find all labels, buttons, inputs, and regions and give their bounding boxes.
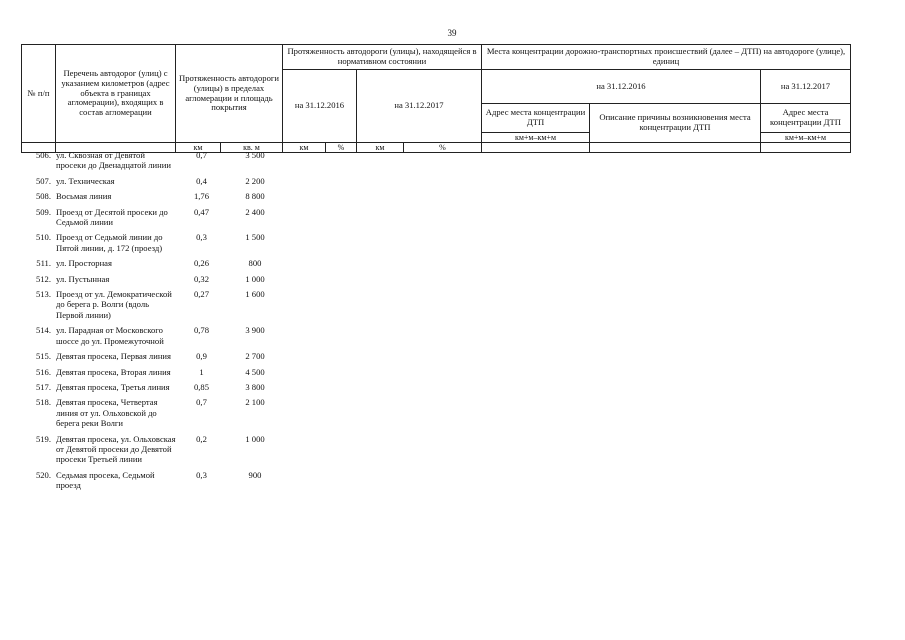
row-length-km: 0,4 <box>196 175 207 186</box>
table-row <box>21 434 301 465</box>
table-row <box>21 289 301 320</box>
row-road-name: ул. Парадная от Московского шоссе до ул. Промежуточной <box>56 325 164 346</box>
row-road-name: ул. Сквозная от Девятой просеки до Двенадцатой линии <box>56 150 171 171</box>
row-number: 507. <box>35 175 51 186</box>
row-length-km: 0,26 <box>193 258 210 269</box>
page-number: 39 <box>447 28 457 38</box>
row-number: 506. <box>35 150 51 160</box>
row-road-name: ул. Просторная <box>56 258 112 269</box>
row-number: 519. <box>35 433 51 444</box>
row-area-sqm: 1 600 <box>245 289 265 300</box>
row-number: 511. <box>36 258 51 269</box>
table-row <box>21 232 301 253</box>
header-unit-km-2016: км <box>283 143 326 153</box>
row-area-sqm: 2 200 <box>245 175 265 186</box>
row-length-km: 0,3 <box>196 232 207 243</box>
row-area-sqm: 2 400 <box>245 206 265 217</box>
row-length-km: 0,7 <box>196 150 207 160</box>
row-area-sqm: 3 500 <box>245 150 265 160</box>
row-number: 516. <box>35 366 51 377</box>
header-group-dtp: Места концентрации дорожно-транспортных происшествий (далее – ДТП) на автодороге (улице), единиц <box>482 45 851 70</box>
header-unit-blank-c <box>761 143 851 153</box>
header-dtp-reason: Описание причины возникновения места концентрации ДТП <box>590 104 761 143</box>
table-row <box>21 274 301 284</box>
header-unit-km-2017: км <box>357 143 404 153</box>
header-col-length: Протяженность автодороги (улицы) в пределах агломерации и площадь покрытия <box>176 45 283 143</box>
table-row <box>21 207 301 228</box>
row-number: 518. <box>35 397 51 408</box>
table-row <box>21 176 301 186</box>
row-length-km: 0,27 <box>193 289 210 300</box>
row-road-name: Девятая просека, Первая линия <box>56 351 171 362</box>
header-unit-sqm: кв. м <box>221 143 283 153</box>
table-row <box>21 382 301 392</box>
row-number: 508. <box>35 191 51 202</box>
row-length-km: 0,9 <box>196 351 207 362</box>
row-area-sqm: 1 000 <box>245 273 265 284</box>
header-col-list: Перечень автодорог (улиц) с указанием километров (адрес объекта в границах агломерации), входящих в состав агломерации <box>56 45 176 143</box>
row-length-km: 0,7 <box>196 397 207 408</box>
header-unit-blank-a <box>482 143 590 153</box>
row-area-sqm: 2 100 <box>245 397 265 408</box>
table-row <box>21 258 301 268</box>
row-road-name: Девятая просека, Третья линия <box>56 381 170 392</box>
row-number: 514. <box>35 325 51 336</box>
header-dtp-2017: на 31.12.2017 <box>761 70 851 104</box>
table-row <box>21 470 301 491</box>
row-length-km: 0,32 <box>193 273 210 284</box>
row-area-sqm: 8 800 <box>245 191 265 202</box>
row-number: 515. <box>35 351 51 362</box>
row-number: 513. <box>35 289 51 300</box>
table-row <box>21 325 301 346</box>
header-unit-blank-b <box>590 143 761 153</box>
header-dtp-address-2017: Адрес места концентрации ДТП <box>761 104 851 133</box>
row-area-sqm: 3 900 <box>245 325 265 336</box>
row-road-name: Проезд от ул. Демократической до берега р. Волги (вдоль Первой линии) <box>56 289 172 320</box>
header-unit-km: км <box>176 143 221 153</box>
row-length-km: 0,47 <box>193 206 210 217</box>
header-unit-pct-2016: % <box>326 143 357 153</box>
row-length-km: 1,76 <box>193 191 210 202</box>
row-number: 512. <box>35 273 51 284</box>
row-area-sqm: 3 800 <box>245 381 265 392</box>
table-header <box>21 44 851 153</box>
row-length-km: 1 <box>199 366 204 377</box>
row-length-km: 0,78 <box>193 325 210 336</box>
row-length-km: 0,3 <box>196 469 207 480</box>
row-number: 510. <box>35 232 51 243</box>
header-dtp-address-2016: Адрес места концентрации ДТП <box>482 104 590 133</box>
row-road-name: Девятая просека, Четвертая линия от ул. Ольховской до берега реки Волги <box>56 397 158 429</box>
table-row <box>21 191 301 201</box>
row-road-name: Седьмая просека, Седьмой проезд <box>56 469 155 491</box>
header-unit-pct-2017: % <box>404 143 482 153</box>
row-road-name: Восьмая линия <box>56 191 112 202</box>
table-row <box>21 351 301 361</box>
header-normative-2016: на 31.12.2016 <box>283 70 357 143</box>
row-area-sqm: 900 <box>248 469 262 480</box>
row-road-name: Проезд от Десятой просеки до Седьмой линии <box>56 206 168 228</box>
table-row <box>21 397 301 428</box>
header-normative-2017: на 31.12.2017 <box>357 70 482 143</box>
row-area-sqm: 1 000 <box>245 433 265 444</box>
table-row <box>21 367 301 377</box>
row-road-name: ул. Пустынная <box>56 273 110 284</box>
row-road-name: ул. Техническая <box>56 175 115 186</box>
row-road-name: Девятая просека, Вторая линия <box>56 366 171 377</box>
row-area-sqm: 800 <box>248 258 262 269</box>
row-road-name: Проезд от Седьмой линии до Пятой линии, д. 172 (проезд) <box>56 232 163 253</box>
row-number: 509. <box>35 206 51 217</box>
row-area-sqm: 4 500 <box>245 366 265 377</box>
header-group-normative: Протяженность автодороги (улицы), находящейся в нормативном состоянии <box>283 45 482 70</box>
header-col-num: № п/п <box>22 45 56 143</box>
row-length-km: 0,2 <box>196 433 207 444</box>
row-area-sqm: 1 500 <box>245 232 265 243</box>
row-number: 517. <box>35 381 51 392</box>
row-number: 520. <box>35 469 51 480</box>
row-road-name: Девятая просека, ул. Ольховская от Девятой просеки до Девятой просеки Третьей линии <box>56 433 176 465</box>
table-body <box>21 150 301 496</box>
header-dtp-2016: на 31.12.2016 <box>482 70 761 104</box>
table-row <box>21 150 301 171</box>
row-area-sqm: 2 700 <box>245 351 265 362</box>
header-unit-kmm-2017: км+м–км+м <box>761 133 851 143</box>
header-unit-kmm-2016: км+м–км+м <box>482 133 590 143</box>
row-length-km: 0,85 <box>193 381 210 392</box>
